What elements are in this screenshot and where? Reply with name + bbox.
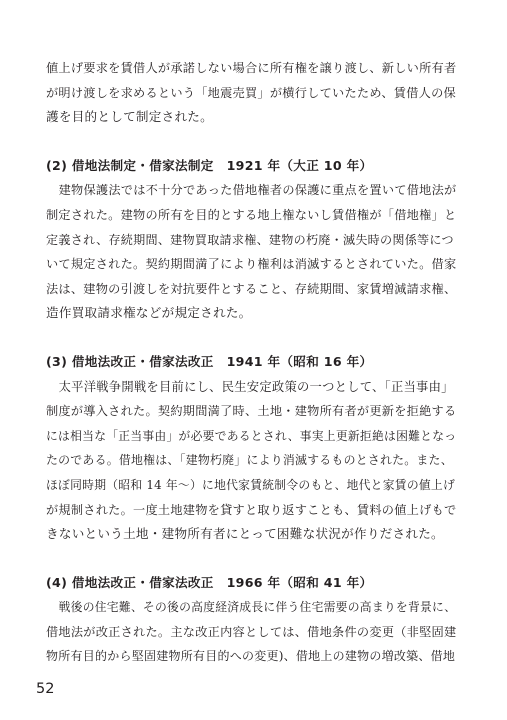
page-number: 52 — [36, 681, 55, 697]
text-line: が規制された。一度土地建物を貸すと取り返すことも、賃料の値上げもで — [46, 502, 457, 517]
text-line: 制度が導入された。契約期間満了時、土地・建物所有者が更新を拒絶する — [46, 404, 457, 419]
section-4-paragraph — [46, 595, 456, 669]
text-line: 借地法が改正された。主な改正内容としては、借地条件の変更（非堅固建 — [46, 624, 457, 639]
section-heading-3: (3) 借地法改正・借家法改正 1941 年（昭和 16 年） — [46, 353, 373, 369]
text-line: 物所有目的から堅固建物所有目的への変更)、借地上の建物の増改築、借地 — [46, 649, 456, 664]
text-line: が明け渡しを求めるという「地震売買」が横行していたため、賃借人の保 — [46, 85, 456, 100]
text-line: 護を目的として制定された。 — [46, 109, 213, 125]
text-line: いて規定された。契約期間満了により権利は消滅するとされていた。借家 — [46, 257, 457, 272]
section-heading-4: (4) 借地法改正・借家法改正 1966 年（昭和 41 年） — [46, 574, 373, 590]
page-body — [46, 56, 456, 669]
intro-paragraph — [46, 56, 456, 130]
text-line: ほぼ同時期（昭和 14 年～）に地代家賃統制令のもと、地代と家賃の値上げ — [46, 477, 456, 492]
section-heading-2: (2) 借地法制定・借家法制定 1921 年（大正 10 年） — [46, 157, 373, 173]
text-line: 戦後の住宅難、その後の高度経済成長に伴う住宅需要の高まりを背景に、 — [58, 600, 457, 615]
section-spacer — [46, 326, 456, 350]
text-line: 太平洋戦争開戦を目前にし、民生安定政策の一つとして、「正当事由」 — [58, 379, 454, 394]
section-2-paragraph — [46, 178, 456, 326]
text-line: 法は、建物の引渡しを対抗要件とすること、存続期間、家賃増減請求権、 — [46, 281, 457, 296]
text-line: 造作買取請求権などが規定された。 — [46, 305, 252, 321]
text-line: きないという土地・建物所有者にとって困難な状況が作りだされた。 — [46, 526, 444, 542]
text-line: には相当な「正当事由」が必要であるとされ、事実上更新拒絶は困難となっ — [46, 428, 457, 443]
text-line: 定義され、存続期間、建物買取請求権、建物の朽廃・滅失時の関係等につ — [46, 232, 454, 247]
section-spacer — [46, 547, 456, 571]
text-line: 制定された。建物の所有を目的とする地上権ないし賃借権が「借地権」と — [46, 207, 457, 222]
text-line: たのである。借地権は、「建物朽廃」により消滅するものとされた。また、 — [46, 453, 453, 468]
text-line: 値上げ要求を賃借人が承諾しない場合に所有権を譲り渡し、新しい所有者 — [46, 61, 457, 75]
section-spacer — [46, 130, 456, 154]
text-line: 建物保護法では不十分であった借地権者の保護に重点を置いて借地法が — [58, 183, 457, 198]
section-3-paragraph — [46, 375, 456, 547]
